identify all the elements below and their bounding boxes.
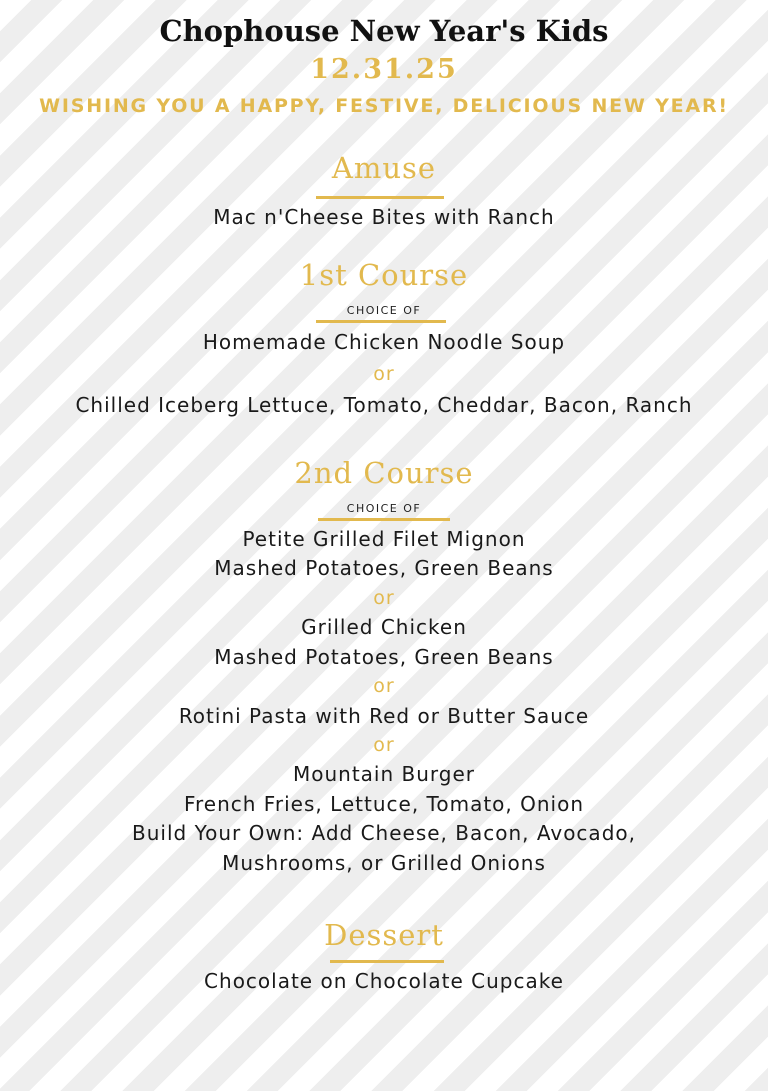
course2-divider	[318, 518, 450, 521]
course1-choice-label: CHOICE OF	[346, 304, 422, 317]
course2-burger-build-2: Mushrooms, or Grilled Onions	[222, 851, 546, 875]
course2-or-2: or	[373, 675, 395, 697]
course1-item-soup: Homemade Chicken Noodle Soup	[202, 330, 566, 354]
course2-burger-build-1: Build Your Own: Add Cheese, Bacon, Avocado,	[132, 821, 636, 845]
course2-pasta: Rotini Pasta with Red or Butter Sauce	[178, 704, 590, 728]
greeting-text: WISHING YOU A HAPPY, FESTIVE, DELICIOUS NEW YEAR!	[39, 95, 729, 117]
dessert-heading: Dessert	[324, 918, 444, 952]
course1-divider	[316, 320, 446, 323]
amuse-divider	[316, 196, 444, 199]
course2-choice-label: CHOICE OF	[346, 502, 422, 515]
course2-filet-title: Petite Grilled Filet Mignon	[242, 527, 526, 551]
dessert-item: Chocolate on Chocolate Cupcake	[204, 969, 564, 993]
amuse-item: Mac n'Cheese Bites with Ranch	[213, 205, 555, 229]
dessert-divider	[330, 960, 444, 963]
course2-burger-sides: French Fries, Lettuce, Tomato, Onion	[183, 792, 585, 816]
course2-burger-title: Mountain Burger	[292, 762, 476, 786]
course2-chicken-title: Grilled Chicken	[301, 615, 467, 639]
course2-chicken-sides: Mashed Potatoes, Green Beans	[214, 645, 554, 669]
menu-date: 12.31.25	[310, 54, 458, 85]
course2-filet-sides: Mashed Potatoes, Green Beans	[214, 556, 554, 580]
course2-or-1: or	[373, 587, 395, 609]
course1-item-salad: Chilled Iceberg Lettuce, Tomato, Cheddar, Bacon, Ranch	[75, 393, 693, 417]
course1-heading: 1st Course	[299, 258, 469, 292]
amuse-heading: Amuse	[331, 151, 437, 185]
course1-or: or	[373, 363, 395, 385]
course2-heading: 2nd Course	[294, 456, 474, 490]
course2-or-3: or	[373, 734, 395, 756]
menu-title: Chophouse New Year's Kids	[159, 14, 609, 48]
